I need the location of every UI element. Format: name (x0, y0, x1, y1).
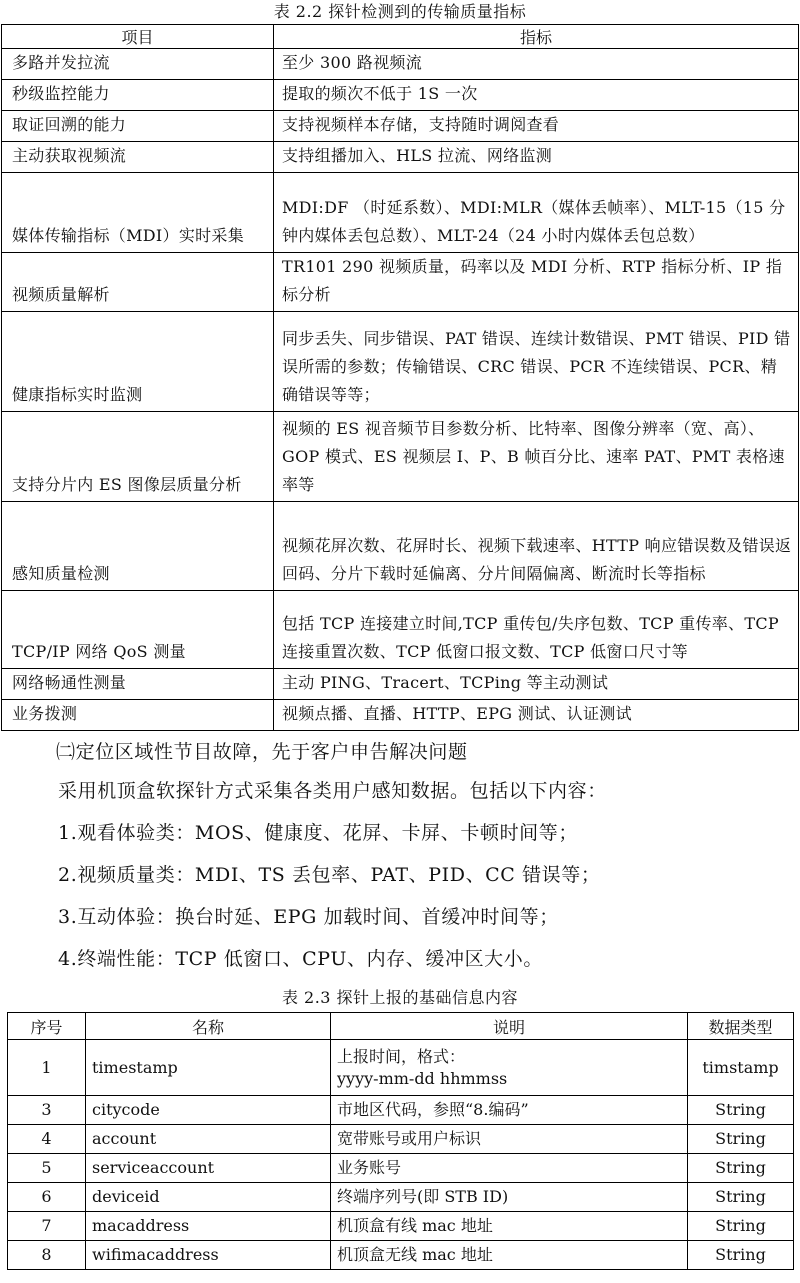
header-no: 序号 (8, 1013, 86, 1040)
row-metric: 支持组播加入、HLS 拉流、网络监测 (274, 142, 799, 173)
row-type: timstamp (688, 1040, 794, 1096)
row-item: 多路并发拉流 (2, 49, 274, 80)
row-no: 4 (8, 1125, 86, 1154)
row-item: 媒体传输指标（MDI）实时采集 (2, 173, 274, 253)
list-item: 4.终端性能：TCP 低窗口、CPU、内存、缓冲区大小。 (58, 948, 543, 970)
header-item: 项目 (2, 25, 274, 49)
row-item: 网络畅通性测量 (2, 669, 274, 700)
table-row (8, 1154, 794, 1183)
row-no: 7 (8, 1212, 86, 1241)
row-metric: MDI:DF （时延系数）、MDI:MLR（媒体丢帧率）、MLT-15（15 分钟内媒体丢包总数）、MLT-24（24 小时内媒体丢包总数） (274, 173, 799, 253)
row-no: 3 (8, 1096, 86, 1125)
row-no: 5 (8, 1154, 86, 1183)
row-item: 主动获取视频流 (2, 142, 274, 173)
table-2-3-caption: 表 2.3 探针上报的基础信息内容 (281, 988, 519, 1007)
table-row (2, 253, 799, 312)
row-desc: 市地区代码，参照“8.编码” (331, 1096, 688, 1125)
row-desc-line: yyyy-mm-dd hhmmss (337, 1068, 508, 1088)
table-row (8, 1212, 794, 1241)
list-item: 1.观看体验类：MOS、健康度、花屏、卡屏、卡顿时间等； (58, 822, 578, 844)
table-row (2, 312, 799, 412)
row-metric: 同步丢失、同步错误、PAT 错误、连续计数错误、PMT 错误、PID 错误所需的参数；传输错误、CRC 错误、PCR 不连续错误、PCR、精确错误等等； (274, 312, 799, 412)
row-no: 6 (8, 1183, 86, 1212)
row-desc: 机顶盒无线 mac 地址 (331, 1241, 688, 1270)
row-item: 支持分片内 ES 图像层质量分析 (2, 412, 274, 502)
row-name: wifimacaddress (86, 1241, 331, 1270)
probe-basic-info-table (7, 1012, 794, 1270)
section-heading: ㈡定位区域性节目故障，先于客户申告解决问题 (56, 741, 468, 763)
table-row (8, 1183, 794, 1212)
row-name: account (86, 1125, 331, 1154)
row-item: 取证回溯的能力 (2, 111, 274, 142)
transmission-quality-table (1, 24, 799, 731)
row-desc: 终端序列号(即 STB ID) (331, 1183, 688, 1212)
table-row (2, 700, 799, 731)
header-desc: 说明 (331, 1013, 688, 1040)
row-desc (331, 1040, 688, 1096)
row-desc: 业务账号 (331, 1154, 688, 1183)
row-type: String (688, 1154, 794, 1183)
table-row (2, 49, 799, 80)
section-body (0, 776, 800, 974)
row-no: 8 (8, 1241, 86, 1270)
table-row (2, 502, 799, 591)
header-name: 名称 (86, 1013, 331, 1040)
table-row (2, 591, 799, 669)
row-type: String (688, 1096, 794, 1125)
list-item: 3.互动体验：换台时延、EPG 加载时间、首缓冲时间等； (58, 906, 559, 928)
row-no: 1 (8, 1040, 86, 1096)
row-metric: 视频点播、直播、HTTP、EPG 测试、认证测试 (274, 700, 799, 731)
row-desc: 机顶盒有线 mac 地址 (331, 1212, 688, 1241)
header-metric: 指标 (274, 25, 799, 49)
row-type: String (688, 1241, 794, 1270)
row-type: String (688, 1212, 794, 1241)
table-row (2, 669, 799, 700)
row-item: 感知质量检测 (2, 502, 274, 591)
table-header-row (2, 25, 799, 49)
row-name: serviceaccount (86, 1154, 331, 1183)
table-row (8, 1125, 794, 1154)
row-desc-line: 上报时间，格式： (337, 1046, 466, 1066)
table-row (2, 111, 799, 142)
row-item: TCP/IP 网络 QoS 测量 (2, 591, 274, 669)
list-item: 2.视频质量类：MDI、TS 丢包率、PAT、PID、CC 错误等； (58, 864, 601, 886)
row-item: 业务拨测 (2, 700, 274, 731)
table-row (2, 80, 799, 111)
section-intro: 采用机顶盒软探针方式采集各类用户感知数据。包括以下内容： (58, 780, 607, 802)
row-name: deviceid (86, 1183, 331, 1212)
table-row (2, 142, 799, 173)
table-row (8, 1040, 794, 1096)
table-2-2-caption: 表 2.2 探针检测到的传输质量指标 (273, 2, 527, 21)
row-metric: TR101 290 视频质量，码率以及 MDI 分析、RTP 指标分析、IP 指标分析 (274, 253, 799, 312)
row-metric: 提取的频次不低于 1S 一次 (274, 80, 799, 111)
table-row (2, 412, 799, 502)
row-metric: 视频的 ES 视音频节目参数分析、比特率、图像分辨率（宽、高）、GOP 模式、ES 视频层 I、P、B 帧百分比、速率 PAT、PMT 表格速率等 (274, 412, 799, 502)
row-desc: 宽带账号或用户标识 (331, 1125, 688, 1154)
row-item: 秒级监控能力 (2, 80, 274, 111)
row-metric: 包括 TCP 连接建立时间,TCP 重传包/失序包数、TCP 重传率、TCP 连接重置次数、TCP 低窗口报文数、TCP 低窗口尺寸等 (274, 591, 799, 669)
row-type: String (688, 1125, 794, 1154)
row-metric: 至少 300 路视频流 (274, 49, 799, 80)
header-type: 数据类型 (688, 1013, 794, 1040)
table-row (2, 173, 799, 253)
row-name: citycode (86, 1096, 331, 1125)
table-row (8, 1241, 794, 1270)
table-header-row (8, 1013, 794, 1040)
table-row (8, 1096, 794, 1125)
row-name: timestamp (86, 1040, 331, 1096)
row-type: String (688, 1183, 794, 1212)
row-metric: 支持视频样本存储，支持随时调阅查看 (274, 111, 799, 142)
row-item: 视频质量解析 (2, 253, 274, 312)
row-item: 健康指标实时监测 (2, 312, 274, 412)
row-metric: 主动 PING、Tracert、TCPing 等主动测试 (274, 669, 799, 700)
row-name: macaddress (86, 1212, 331, 1241)
row-metric: 视频花屏次数、花屏时长、视频下载速率、HTTP 响应错误数及错误返回码、分片下载时延偏离、分片间隔偏离、断流时长等指标 (274, 502, 799, 591)
